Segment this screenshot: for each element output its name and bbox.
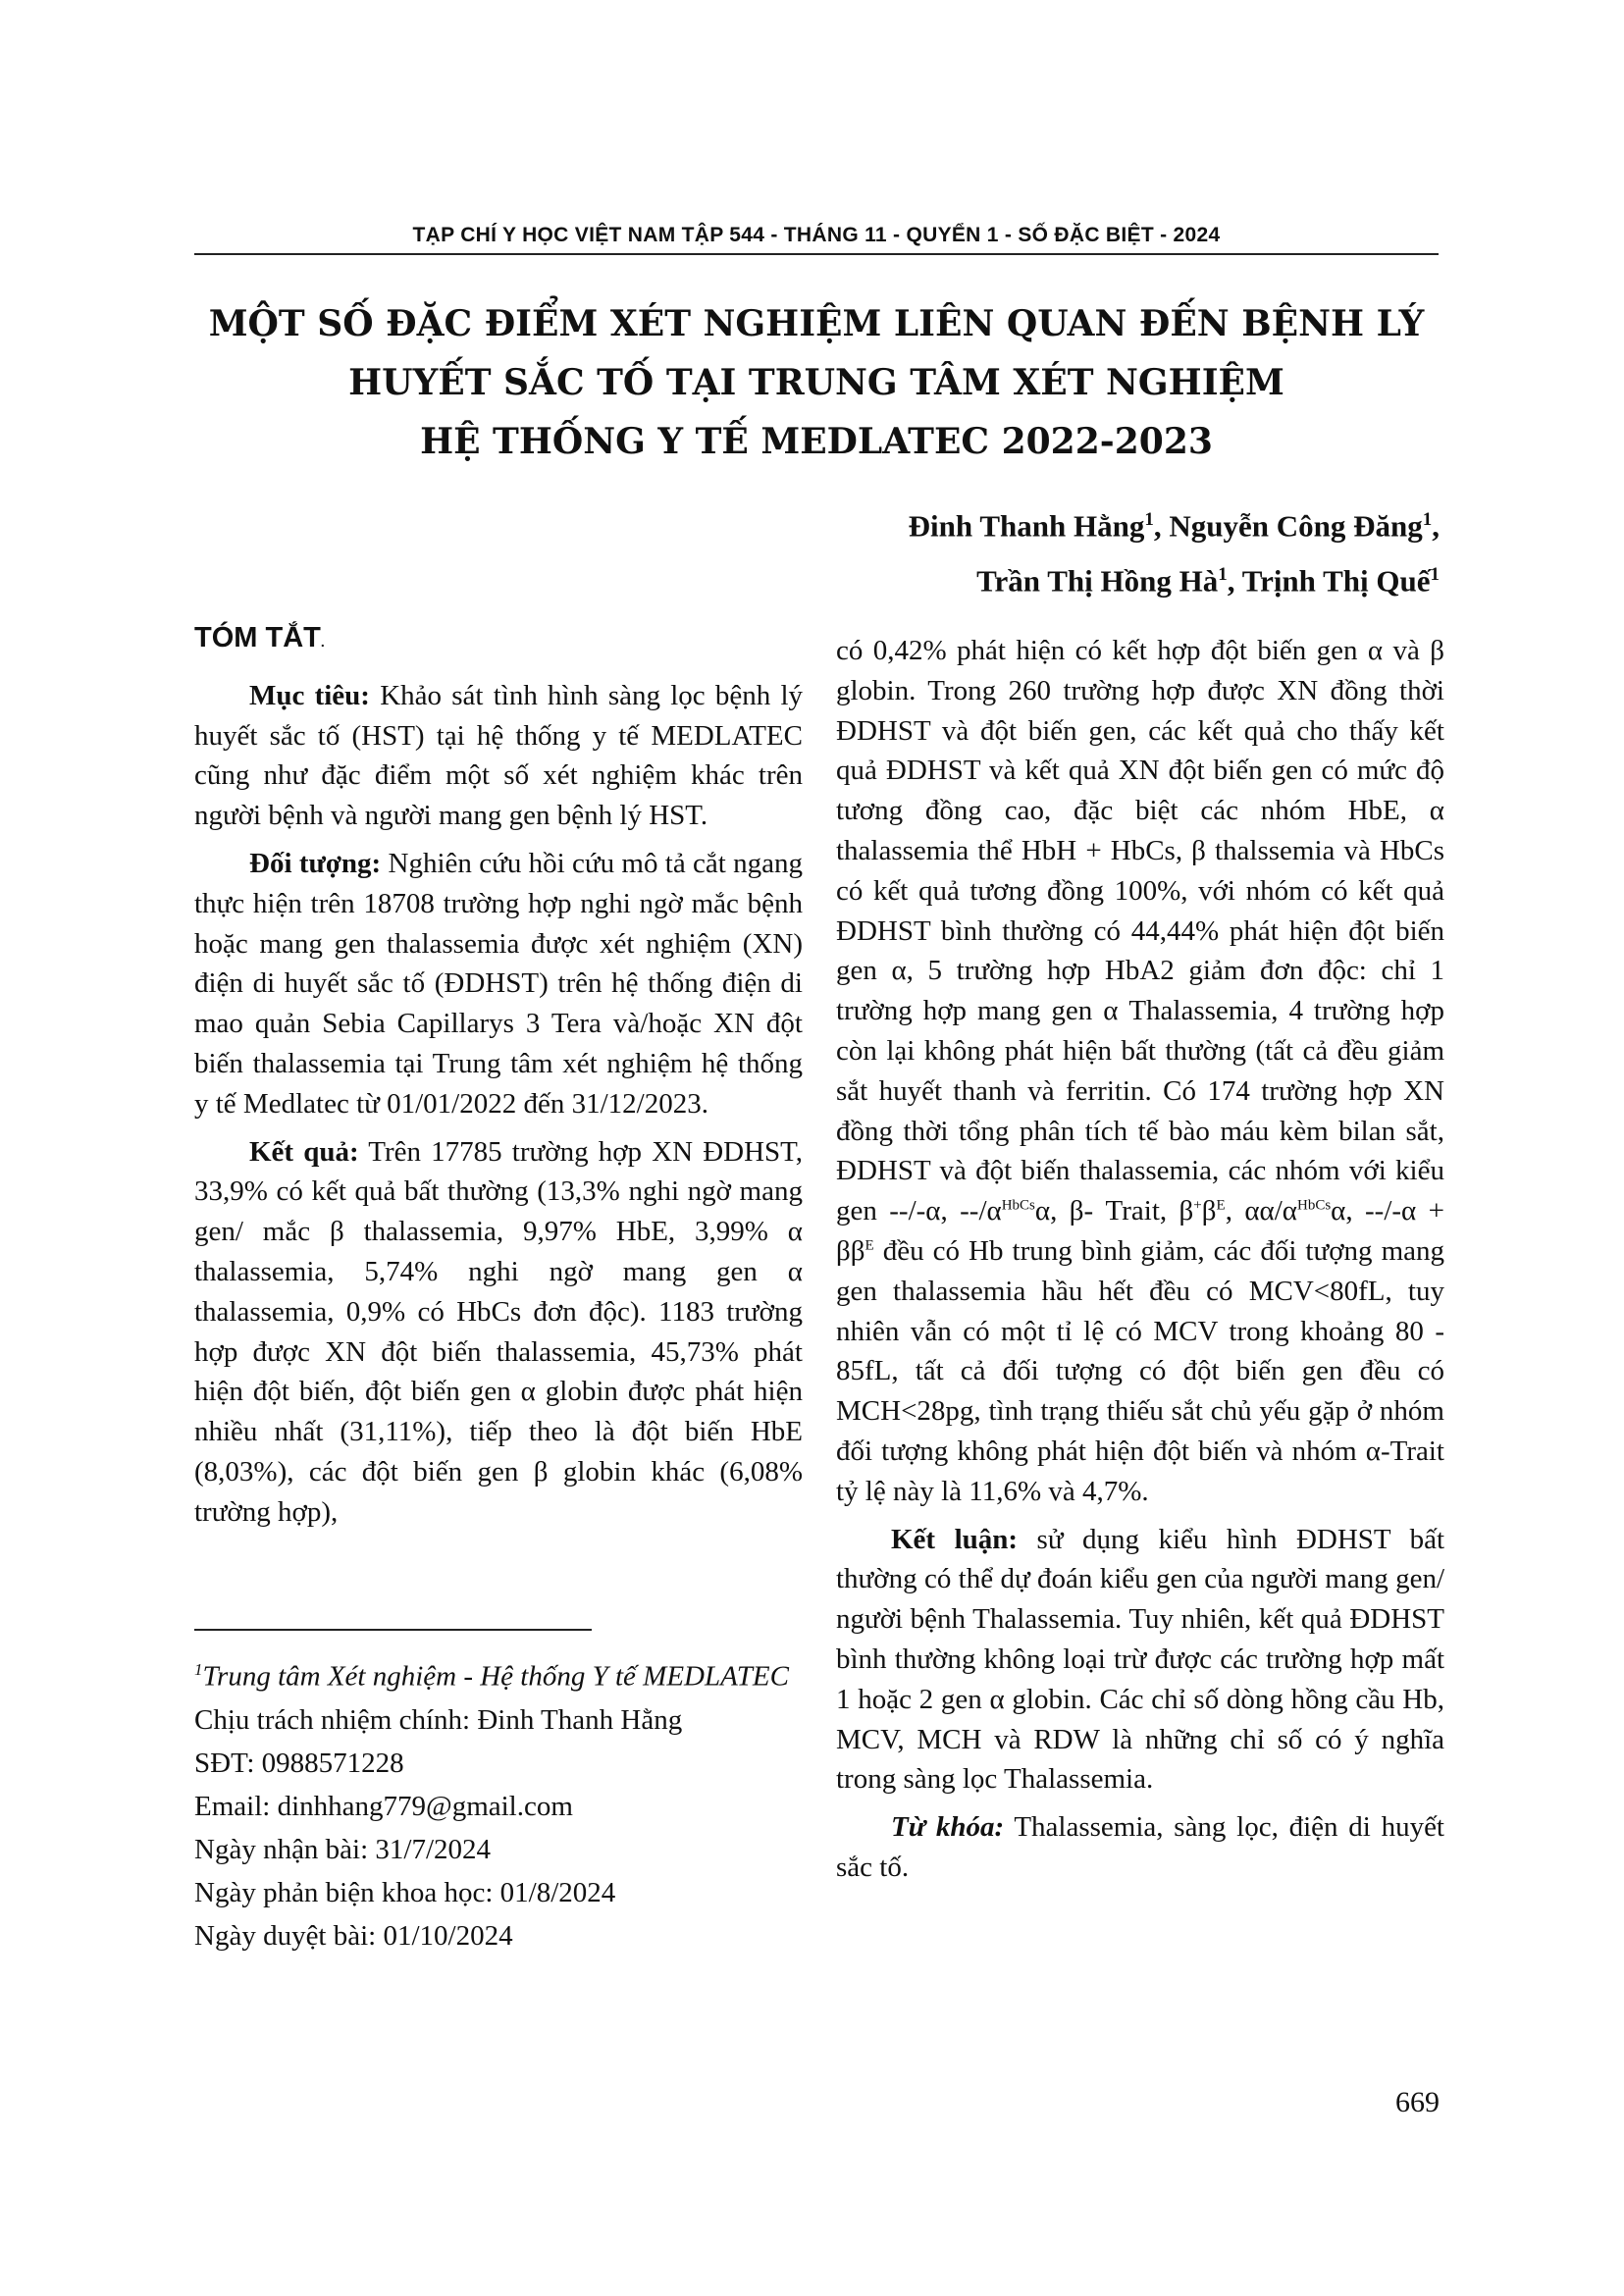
footnote-affiliation	[194, 1648, 803, 1698]
author-affil-mark: 1	[1422, 509, 1433, 530]
author-line-1: Đinh Thanh Hằng$^1$, Nguyễn Công Đăng$^1$,	[908, 508, 1440, 544]
results-text-right-6: đều có Hb trung bình giảm, các đối tượng mang gen thalassemia hầu hết đều có MCV<80fL, tuy nhiên vẫn có một tỉ lệ có MCV trong khoảng 80 - 85fL, tất cả đối tượng có đột biến gen đều có MCH<28pg, tình trạng thiếu sắt chủ yếu gặp ở nhóm đối tượng không phát hiện đột biến và nhóm α-Trait tỷ lệ này là 11,6% và 4,7%.	[836, 1234, 1444, 1507]
keywords-text: Thalassemia, sàng lọc, điện di huyết sắc tố.	[836, 1811, 1444, 1883]
results-text-right-4: , αα/α	[1225, 1195, 1297, 1227]
article-title	[194, 294, 1439, 471]
author-line-2: Trần Thị Hồng $Hà^1$, Trịnh Thị Quế$^1$	[976, 563, 1440, 599]
footnote-affiliation-text: Trung tâm Xét nghiệm - Hệ thống Y tế MEDLATEC	[202, 1660, 789, 1693]
footnotes	[194, 1648, 803, 1957]
title-line-3: HỆ THỐNG Y TẾ MEDLATEC 2022-2023	[420, 421, 1213, 462]
footnote-rule	[194, 1629, 592, 1631]
conclusion-text: sử dụng kiểu hình ĐDHST bất thường có thể dự đoán kiểu gen của người mang gen/ người bệnh Thalassemia. Tuy nhiên, kết quả ĐDHST bình thường không loại trừ được các trường hợp mất 1 hoặc 2 gen α globin. Các chỉ số dòng hồng cầu Hb, MCV, MCH và RDW là những chỉ số có ý nghĩa trong sàng lọc Thalassemia.	[836, 1523, 1444, 1796]
footnote-accepted: Ngày duyệt bài: 01/10/2024	[194, 1919, 513, 1952]
superscript-plus: +	[1193, 1197, 1202, 1214]
author-affil-mark: 1	[1218, 564, 1228, 586]
results-text-right-1: có 0,42% phát hiện có kết hợp đột biến gen α và β globin. Trong 260 trường hợp được XN đồng thời ĐDHST và đột biến gen, các kết quả cho thấy kết quả ĐDHST và kết quả XN đột biến gen có mức độ tương đồng cao, đặc biệt các nhóm HbE, α thalassemia thể HbH + HbCs, β thalssemia và HbCs có kết quả tương đồng 100%, với nhóm có kết quả ĐDHST bình thường có 44,44% phát hiện đột biến gen α, 5 trường hợp HbA2 giảm đơn độc: chỉ 1 trường hợp mang gen α Thalassemia, 4 trường hợp còn lại không phát hiện bất thường (tất cả đều giảm sắt huyết thanh và ferritin. Có 174 trường hợp XN đồng thời tổng phân tích tế bào máu kèm bilan sắt, ĐDHST và đột biến thalassemia, các nhóm với kiểu gen --/-α, --/α	[836, 635, 1444, 1227]
abstract-heading-text: TÓM TẮT	[194, 622, 321, 653]
author-list	[909, 496, 1440, 606]
header-rule	[194, 253, 1439, 255]
superscript-hbcs-2: HbCs	[1296, 1197, 1332, 1214]
objective-paragraph	[194, 676, 803, 836]
results-text-left: Trên 17785 trường hợp XN ĐDHST, 33,9% có kết quả bất thường (13,3% nghi ngờ mang gen/ mắc β thalassemia, 9,97% HbE, 3,99% α thalassemia, 5,74% nghi ngờ mang gen α thalassemia, 0,9% có HbCs đơn độc). 1183 trường hợp được XN đột biến thalassemia, 45,73% phát hiện đột biến, đột biến gen α globin được phát hiện nhiều nhất (31,11%), tiếp theo là đột biến HbE (8,03%), các đột biến gen β globin khác (6,08% trường hợp),	[194, 1135, 803, 1528]
abstract-heading-dot: .	[320, 634, 325, 650]
conclusion-paragraph	[836, 1520, 1444, 1800]
footnote-received: Ngày nhận bài: 31/7/2024	[194, 1833, 492, 1865]
keywords-label: Từ khóa:	[891, 1811, 1005, 1844]
subjects-paragraph	[194, 844, 803, 1124]
page-number: 669	[1395, 2086, 1440, 2118]
superscript-e-2: E	[864, 1237, 874, 1254]
superscript-e: E	[1216, 1197, 1226, 1214]
author-name: Đinh Thanh Hằng	[908, 508, 1145, 544]
title-line-1: MỘT SỐ ĐẶC ĐIỂM XÉT NGHIỆM LIÊN QUAN ĐẾN BỆNH LÝ	[208, 303, 1425, 344]
results-label: Kết quả:	[249, 1135, 359, 1168]
results-continued-paragraph	[836, 631, 1444, 1512]
footnote-corresponding: Chịu trách nhiệm chính: Đinh Thanh Hằng	[194, 1703, 683, 1736]
abstract-right-column	[836, 631, 1444, 1896]
footnote-reviewed: Ngày phản biện khoa học: 01/8/2024	[194, 1876, 616, 1908]
results-paragraph	[194, 1132, 803, 1533]
abstract-left-column	[194, 618, 803, 1540]
conclusion-label: Kết luận:	[891, 1523, 1019, 1555]
results-text-right-2: α, β- Trait, β	[1034, 1195, 1194, 1227]
objective-label: Mục tiêu:	[249, 679, 370, 711]
abstract-heading	[194, 618, 803, 662]
keywords-paragraph	[836, 1807, 1444, 1888]
author-affil-mark: 1	[1430, 564, 1440, 586]
title-line-2: HUYẾT SẮC TỐ TẠI TRUNG TÂM XÉT NGHIỆM	[348, 362, 1284, 403]
objective-text: Khảo sát tình hình sàng lọc bệnh lý huyết sắc tố (HST) tại hệ thống y tế MEDLATEC cũng như đặc điểm một số xét nghiệm khác trên người bệnh và người mang gen bệnh lý HST.	[194, 679, 804, 832]
results-text-right-3: β	[1201, 1195, 1217, 1227]
footnote-email: Email: dinhhang779@gmail.com	[194, 1790, 573, 1822]
author-name: Trần Thị Hồng Hà	[976, 563, 1219, 599]
results-text-right-5: α, --/-α + ββ	[836, 1195, 1444, 1267]
subjects-label: Đối tượng:	[249, 847, 382, 879]
journal-header: TẠP CHÍ Y HỌC VIỆT NAM TẬP 544 - THÁNG 11 - QUYỂN 1 - SỐ ĐẶC BIỆT - 2024	[412, 224, 1221, 246]
author-name: Trịnh Thị Quế	[1241, 563, 1431, 599]
subjects-text: Nghiên cứu hồi cứu mô tả cắt ngang thực hiện trên 18708 trường hợp nghi ngờ mắc bệnh hoặc mang gen thalassemia được xét nghiệm (XN) điện di huyết sắc tố (ĐDHST) trên hệ thống điện di mao quản Sebia Capillarys 3 Tera và/hoặc XN đột biến thalassemia tại Trung tâm xét nghiệm hệ thống y tế Medlatec từ 01/01/2022 đến 31/12/2023.	[194, 847, 804, 1120]
footnote-phone: SĐT: 0988571228	[194, 1747, 404, 1779]
superscript-hbcs: HbCs	[1001, 1197, 1035, 1214]
author-affil-mark: 1	[1144, 509, 1154, 530]
footnote-affil-mark: 1	[194, 1660, 203, 1679]
author-name: Nguyễn Công Đăng	[1169, 508, 1423, 544]
